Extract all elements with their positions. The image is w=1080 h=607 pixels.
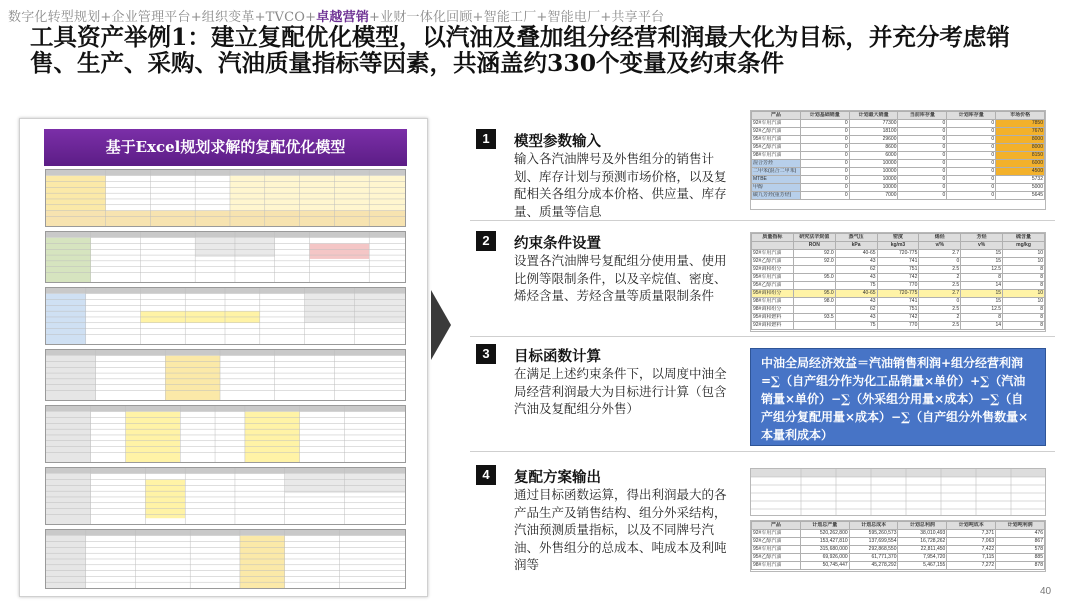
output-plan-table — [750, 520, 1046, 572]
step-3-number: 3 — [476, 344, 496, 364]
table-row: 95#乙醇汽油 0 8600 0 0 8000 — [753, 144, 1043, 150]
table-row: 92#乙醇汽油 92.0 43 741 0 15 10 — [753, 258, 1043, 264]
step-2-title: 约束条件设置 — [514, 235, 601, 252]
sheet-section-1 — [45, 169, 406, 227]
sheet-section-4 — [45, 349, 406, 401]
table-header: 市场价格 — [996, 112, 1045, 120]
table-row: 95#调和组分 95.0 40-65 720-775 2.7 15 10 — [753, 290, 1043, 296]
table-row: 95#调和燃料 93.5 43 742 2 8 8 — [753, 314, 1043, 320]
divider — [470, 451, 1055, 452]
step-4-number: 4 — [476, 465, 496, 485]
table-header: 计划总利润 — [898, 522, 947, 530]
objective-formula: 中油全局经济效益＝汽油销售利润+组分经营利润=∑（自产组分作为化工品销量×单价）+∑（汽油销量×单价）−∑（外采组分用量×成本）−∑（自产组分复配用量×成本）−∑（自产组分外售数量×本量利成本） — [750, 348, 1046, 446]
table-header: 烯烃 — [919, 234, 961, 242]
step-1-title: 模型参数输入 — [514, 133, 601, 150]
step-1-number: 1 — [476, 129, 496, 149]
divider — [470, 220, 1055, 221]
table-header: 产品 — [752, 522, 801, 530]
table-header: 计划最大销量 — [849, 112, 898, 120]
table-row: 92#乙醇汽油 0 18100 0 0 7670 — [753, 128, 1043, 134]
model-panel — [19, 118, 428, 597]
step-1-desc: 输入各汽油牌号及外售组分的销售计划、库存计划与预测市场价格，以及复配相关各组分成本价格、供应量、库存量、质量等信息 — [514, 151, 727, 219]
table-header: 当前库存量 — [898, 112, 947, 120]
output-quality-grid — [751, 469, 1046, 516]
arrow-icon — [431, 290, 451, 360]
table-header: 蒸气压 — [835, 234, 877, 242]
table-row: 95#车用汽油 0 29600 0 0 8000 — [753, 136, 1043, 142]
table-row: 92#车用汽油 92.0 40-65 720-775 2.7 15 10 — [753, 250, 1043, 256]
sheet-section-7 — [45, 529, 406, 589]
table-header: 产品 — [752, 112, 801, 120]
sheet-section-5 — [45, 405, 406, 463]
divider — [470, 336, 1055, 337]
page-title: 工具资产举例1：建立复配优化模型，以汽油及叠加组分经营利润最大化为目标，并充分考虑销售、生产、采购、汽油质量指标等因素，共涵盖约330个变量及约束条件 — [30, 23, 1010, 77]
breadcrumb-highlight: 卓越营销 — [316, 10, 370, 25]
step-3-desc: 在满足上述约束条件下，以周度中油全局经营利润最大为目标进行计算（包含汽油及复配组分外售） — [514, 366, 727, 416]
table-row: 甲醇 0 10000 0 0 5000 — [753, 184, 1043, 190]
table-header: 计划吨成本 — [947, 522, 996, 530]
table-row: 95#乙醇汽油 75 770 2.5 14 8 — [753, 282, 1043, 288]
page-number: 40 — [1040, 586, 1052, 597]
table-row: 二甲苯(混合二甲苯) 0 10000 0 0 4500 — [753, 168, 1043, 174]
table-row: 92#车用汽油 0 77300 0 0 7850 — [753, 120, 1043, 126]
input-params-table — [750, 110, 1046, 210]
sheet-section-2 — [45, 231, 406, 283]
table-row: 92#乙醇汽油 153,427,810 137,699,554 16,728,262 7,063 867 — [753, 538, 1043, 544]
table-header: 计划基础销量 — [800, 112, 849, 120]
breadcrumb-suffix: +业财一体化回顾+智能工厂+智能电厂+共享平台 — [369, 10, 665, 25]
table-header: 芳烃 — [961, 234, 1003, 242]
step-3-title: 目标函数计算 — [514, 348, 601, 365]
step-4-title: 复配方案输出 — [514, 469, 601, 486]
constraints-table: 质量指标 研究法辛烷值 蒸气压 密度 烯烃 芳烃 硫含量 RON kPa kg/m3 v/% v% mg/kg 92#车用汽油 92.0 40-65 720-775 2.7 15 10 92#乙醇汽油 92.0 43 741 0 15 10 92#调和组分 62 751 2.5 12.5 8 95#车用汽油 95.0 43 742 2 8 8 95#乙醇汽油 75 770 2.5 14 8 95#调和组分 95.0 40-65 720-775 2.7 15 10 98#车用汽油 98.0 43 741 0 15 10 98#调和组分 62 751 2.5 12.5 8 95#调和燃料 93.5 43 742 2 8 8 92#调和燃料 75 770 2.5 14 8 — [750, 232, 1046, 332]
sheet-section-3 — [45, 287, 406, 345]
table-header: 计划总成本 — [849, 522, 898, 530]
table-header: 计划总产量 — [800, 522, 849, 530]
table-row: 92#调和燃料 75 770 2.5 14 8 — [753, 322, 1043, 328]
panel-title: 基于Excel规划求解的复配优化模型 — [44, 129, 407, 166]
output-quality-sheet — [750, 468, 1046, 516]
sheet-section-6 — [45, 467, 406, 525]
table-row: 98#调和组分 62 751 2.5 12.5 8 — [753, 306, 1043, 312]
table-row: 95#车用汽油 315,680,000 292,868,550 22,811,450 7,422 578 — [753, 546, 1043, 552]
breadcrumb-prefix: 数字化转型规划+企业管理平台+组织变革+TVCO+ — [8, 10, 317, 25]
table-row: 95#车用汽油 95.0 43 742 2 8 8 — [753, 274, 1043, 280]
table-row: 98#车用汽油 50,745,447 45,278,292 5,467,155 7,272 878 — [753, 562, 1043, 568]
table-row: 98#车用汽油 0 6000 0 0 8150 — [753, 152, 1043, 158]
table-row: 92#车用汽油 520,262,800 595,260,573 38,010,493 7,371 476 — [753, 530, 1043, 536]
table-row: 95#乙醇汽油 69,926,000 61,771,370 7,954,720 7,115 885 — [753, 554, 1043, 560]
table-row: 混合芳烃 0 10000 0 0 6000 — [753, 160, 1043, 166]
step-2-number: 2 — [476, 231, 496, 251]
table-row: 98#车用汽油 98.0 43 741 0 15 10 — [753, 298, 1043, 304]
table-header: 计划吨利润 — [996, 522, 1045, 530]
table-row: MTBE 0 10000 0 0 5732 — [753, 176, 1043, 182]
table-header: 硫含量 — [1003, 234, 1045, 242]
table-row: 92#调和组分 62 751 2.5 12.5 8 — [753, 266, 1043, 272]
step-2-desc: 设置各汽油牌号复配组分使用量、使用比例等限制条件，以及辛烷值、密度、烯烃含量、芳烃含量等质量限制条件 — [514, 253, 727, 303]
step-4-desc: 通过目标函数运算，得出利润最大的各产品生产及销售结构、组分外采结构，汽油预测质量指标，以及不同牌号汽油、外售组分的总成本、吨成本及利吨润等 — [514, 487, 727, 572]
table-header: 研究法辛烷值 — [793, 234, 835, 242]
table-row: 碳九芳烃(重芳烃) 0 7000 0 0 5645 — [753, 192, 1043, 198]
table-header: 密度 — [877, 234, 919, 242]
table-header: 计划库存量 — [947, 112, 996, 120]
table-header: 质量指标 — [752, 234, 794, 242]
